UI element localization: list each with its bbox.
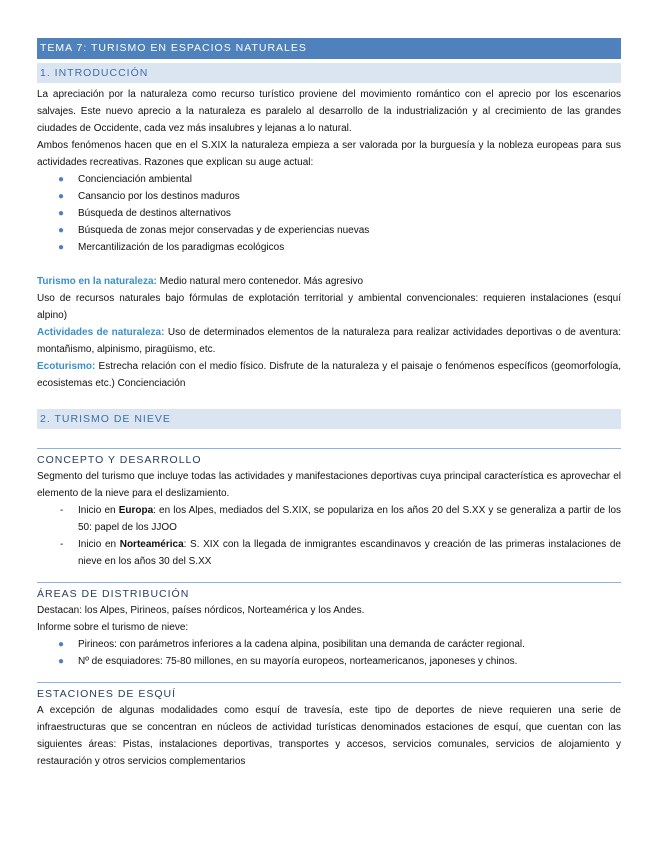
- list-item: ● Búsqueda de zonas mejor conservadas y de experiencias nuevas: [37, 222, 621, 239]
- areas-line-1: Destacan: los Alpes, Pirineos, países nórdicos, Norteamérica y los Andes.: [37, 605, 365, 616]
- stations-paragraph: A excepción de algunas modalidades como esquí de travesía, este tipo de deportes de nieve requieren una serie de infraestructuras que se concentran en núcleos de actividad turísticas denominados estaciones de esquí, que cuentan con las siguientes áreas: Pistas, instalaciones deportivas, transportes y accesos, servicios comunales, servicios de alojamiento y restauración y otros servicios complementarios: [37, 705, 621, 767]
- list-item: ● Cansancio por los destinos maduros: [37, 188, 621, 205]
- ecotourism-definition: Ecoturismo: Estrecha relación con el medio físico. Disfrute de la naturaleza y el paisaje o fenómenos específicos (geomorfología, ecosistemas etc.) Concienciación: [37, 361, 621, 389]
- list-item: ● Búsqueda de destinos alternativos: [37, 205, 621, 222]
- list-item: - Inicio en Norteamérica: S. XIX con la llegada de inmigrantes escandinavos y creación de las primeras instalaciones de nieve en los años 30 del S.XX: [60, 539, 621, 567]
- reasons-list: [37, 171, 621, 256]
- concept-section: [37, 448, 621, 570]
- stations-section: [37, 682, 621, 770]
- list-item: - Inicio en Europa: en los Alpes, mediados del S.XIX, se populariza en los años 20 del S.XX y se generaliza a partir de los 50: papel de los JJOO: [60, 505, 622, 533]
- intro-paragraph-1: La apreciación por la naturaleza como recurso turístico proviene del movimiento romántico con el aprecio por los escenarios salvajes. Este nuevo aprecio a la naturaleza es paralelo al desarrollo de la industrialización y al crecimiento de las grandes ciudades de Occidente, cada vez más insalubres y lejanas a lo natural.: [37, 89, 621, 134]
- bullet-dot-icon: ●: [58, 242, 65, 253]
- nature-tourism-definition: Turismo en la naturaleza: Medio natural mero contenedor. Más agresivo: [37, 276, 364, 287]
- introduction-body: [37, 86, 621, 392]
- list-item: ● Nº de esquiadores: 75-80 millones, en su mayoría europeos, norteamericanos, japoneses y chinos.: [37, 653, 621, 670]
- section-1-title: 1. INTRODUCCIÓN: [37, 63, 621, 83]
- resources-paragraph: Uso de recursos naturales bajo fórmulas de explotación territorial y ambiental convencionales: requieren instalaciones (esquí alpino): [37, 293, 621, 321]
- bullet-dot-icon: ●: [58, 656, 65, 667]
- bullet-dot-icon: ●: [58, 174, 65, 185]
- list-item: ● Pirineos: con parámetros inferiores a la cadena alpina, posibilitan una demanda de carácter regional.: [37, 636, 621, 653]
- report-list: [37, 636, 621, 670]
- bullet-dot-icon: ●: [58, 191, 65, 202]
- concept-heading: CONCEPTO Y DESARROLLO: [37, 448, 621, 468]
- nature-tourism-term: Turismo en la naturaleza:: [37, 276, 157, 287]
- bullet-dot-icon: ●: [58, 225, 65, 236]
- section-2-title: 2. TURISMO DE NIEVE: [37, 409, 621, 429]
- stations-heading: ESTACIONES DE ESQUÍ: [37, 682, 621, 702]
- areas-line-2: Informe sobre el turismo de nieve:: [37, 622, 189, 633]
- areas-heading: ÁREAS DE DISTRIBUCIÓN: [37, 582, 621, 602]
- document-title: TEMA 7: TURISMO EN ESPACIOS NATURALES: [37, 38, 621, 59]
- origins-list: [37, 502, 621, 570]
- nature-activities-definition: Actividades de naturaleza: Uso de determinados elementos de la naturaleza para realizar actividades deportivas o de aventura: montañismo, alpinismo, piragüismo, etc.: [37, 327, 621, 355]
- intro-paragraph-2: Ambos fenómenos hacen que en el S.XIX la naturaleza empieza a ser valorada por la burguesía y la nobleza europeas para sus actividades recreativas. Razones que explican su auge actual:: [37, 140, 621, 168]
- list-item: ● Concienciación ambiental: [37, 171, 621, 188]
- list-item: ● Mercantilización de los paradigmas ecológicos: [37, 239, 621, 256]
- ecotourism-term: Ecoturismo:: [37, 361, 96, 372]
- document-page: [37, 38, 621, 770]
- bullet-dot-icon: ●: [58, 208, 65, 219]
- nature-activities-term: Actividades de naturaleza:: [37, 327, 165, 338]
- areas-section: [37, 582, 621, 670]
- concept-paragraph: Segmento del turismo que incluye todas las actividades y manifestaciones deportivas cuya principal característica es aprovechar el elemento de la nieve para el deslizamiento.: [37, 471, 621, 499]
- bullet-dot-icon: ●: [58, 639, 65, 650]
